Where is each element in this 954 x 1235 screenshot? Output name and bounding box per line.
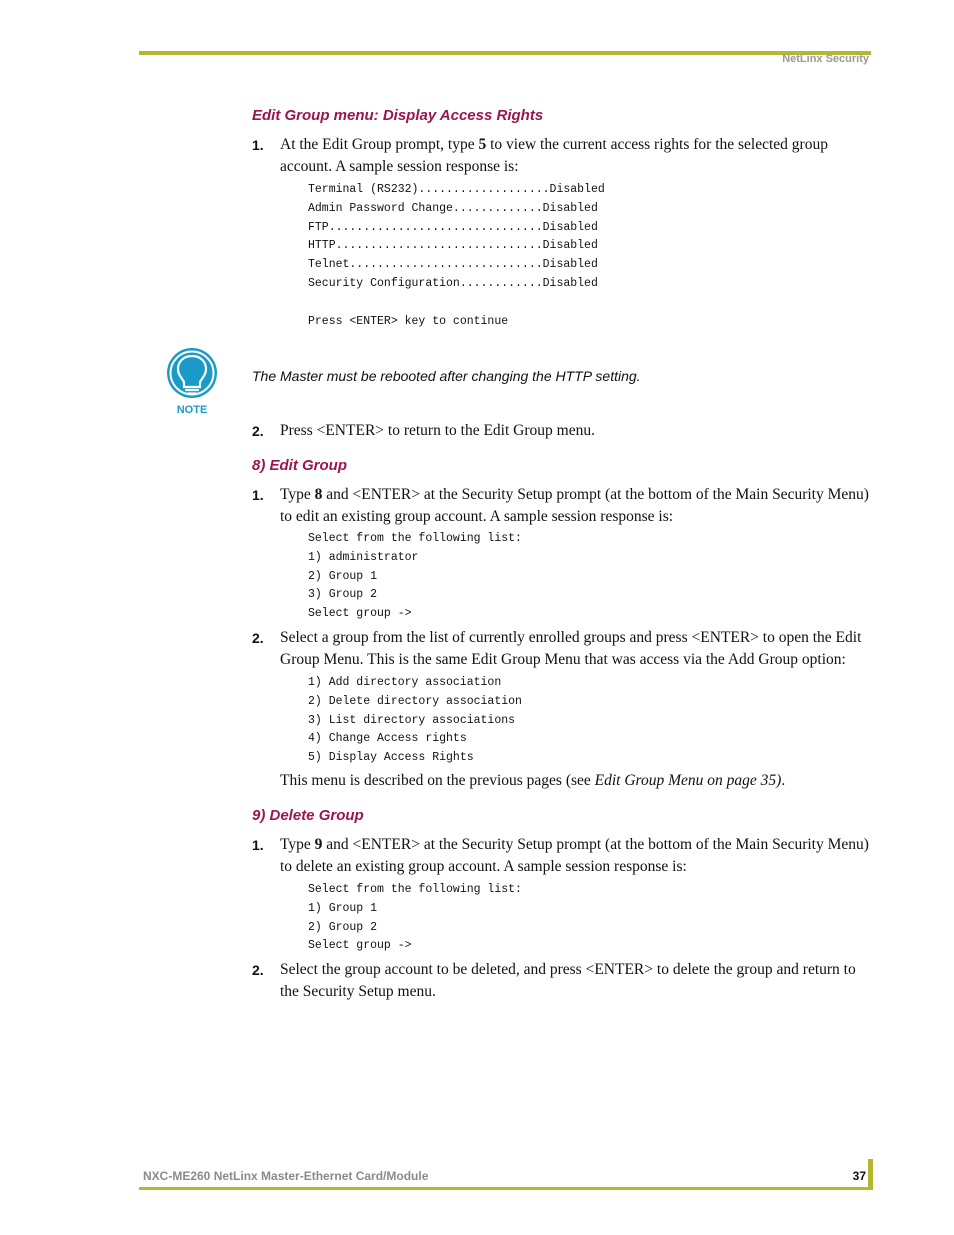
note-label: NOTE — [176, 404, 208, 416]
page-number: 37 — [852, 1169, 866, 1183]
step-number: 2. — [252, 630, 264, 646]
footer-title: NXC-ME260 NetLinx Master-Ethernet Card/Module — [143, 1169, 429, 1183]
key-9: 9 — [314, 836, 323, 853]
step-number: 1. — [252, 487, 264, 503]
step-number: 2. — [252, 423, 264, 439]
cross-reference-link[interactable]: Edit Group Menu on page 35) — [594, 772, 782, 789]
running-head: NetLinx Security — [782, 53, 869, 65]
section-heading-edit-group: 8) Edit Group — [252, 457, 347, 474]
section-heading-display-access: Edit Group menu: Display Access Rights — [252, 107, 544, 124]
code-access-rights: Terminal (RS232)...................Disabled Admin Password Change.............Disabled FTP...............................Disabled HTTP..............................Disabled Telnet............................Disabled Security Configuration............Disabled Press <ENTER> key to continue — [308, 183, 605, 328]
step-text: Press <ENTER> to return to the Edit Group menu. — [280, 422, 595, 439]
step-text: Select a group from the list of currently enrolled groups and press <ENTER> to open the Edit Group Menu. This is the same Edit Group Menu that was access via the Add Group option: — [280, 629, 862, 668]
code-delete-select: Select from the following list: 1) Group 1 2) Group 2 Select group -> — [308, 883, 522, 953]
key-5: 5 — [478, 136, 487, 153]
footer-rule — [139, 1187, 873, 1190]
note-lightbulb-icon — [165, 347, 219, 417]
section-heading-delete-group: 9) Delete Group — [252, 807, 364, 824]
step-edit-group-2 — [252, 627, 872, 671]
step-display-access-1: 1. At the Edit Group prompt, type 5 to view the current access rights for the selected group account. A sample session response is: — [252, 136, 828, 175]
note-text: The Master must be rebooted after changing the HTTP setting. — [252, 368, 641, 384]
code-select-group: Select from the following list: 1) administrator 2) Group 1 3) Group 2 Select group -> — [308, 532, 522, 621]
step-delete-group-2 — [252, 959, 872, 1003]
paragraph-menu-reference: This menu is described on the previous pages (see Edit Group Menu on page 35). — [280, 772, 786, 789]
step-display-access-2 — [252, 420, 872, 442]
key-8: 8 — [314, 486, 323, 503]
step-edit-group-1: 1. Type 8 and <ENTER> at the Security Setup prompt (at the bottom of the Main Security Menu) to edit an existing group account. A sample session response is: — [252, 486, 869, 525]
header-rule — [139, 51, 871, 55]
step-delete-group-1: 1. Type 9 and <ENTER> at the Security Setup prompt (at the bottom of the Main Security Menu) to delete an existing group account. A sample session response is: — [252, 836, 869, 875]
step-number: 1. — [252, 837, 264, 853]
step-text: Select the group account to be deleted, and press <ENTER> to delete the group and return to the Security Setup menu. — [280, 961, 856, 1000]
step-number: 1. — [252, 137, 264, 153]
code-edit-group-menu: 1) Add directory association 2) Delete directory association 3) List directory associations 4) Change Access rights 5) Display Access Rights — [308, 676, 522, 765]
step-number: 2. — [252, 962, 264, 978]
footer-accent-bar — [868, 1159, 873, 1190]
